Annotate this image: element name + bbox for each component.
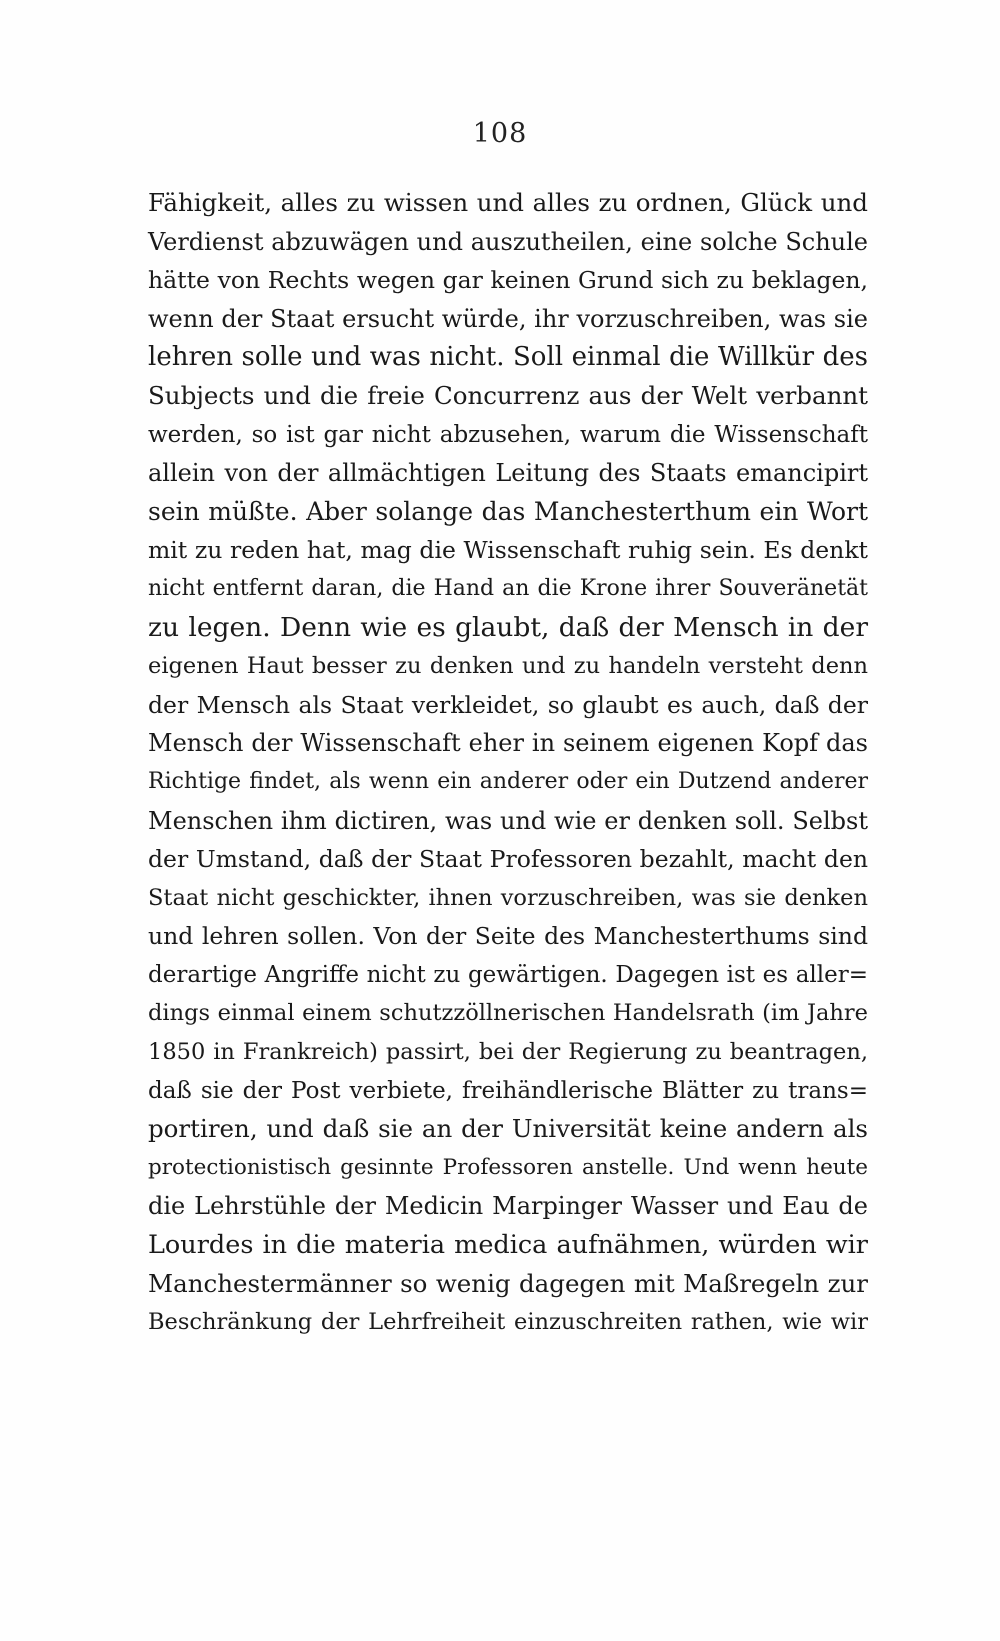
text-line: eigenen Haut besser zu denken und zu handeln versteht denn: [148, 653, 868, 680]
text-line: 1850 in Frankreich) passirt, bei der Regierung zu beantragen,: [148, 1039, 868, 1066]
text-line: dings einmal einem schutzzöllnerischen Handelsrath (im Jahre: [148, 1000, 868, 1027]
text-line: Staat nicht geschickter, ihnen vorzuschreiben, was sie denken: [148, 884, 868, 911]
body-text: [148, 184, 868, 1342]
text-line: sein müßte. Aber solange das Manchesterthum ein Wort: [148, 496, 868, 526]
text-line: mit zu reden hat, mag die Wissenschaft ruhig sein. Es denkt: [148, 536, 868, 565]
text-line: Manchestermänner so wenig dagegen mit Maßregeln zur: [148, 1268, 868, 1298]
text-line: die Lehrstühle der Medicin Marpinger Wasser und Eau de: [148, 1192, 868, 1221]
text-line: Lourdes in die materia medica aufnähmen, würden wir: [148, 1230, 868, 1261]
text-line: und lehren sollen. Von der Seite des Manchesterthums sind: [148, 922, 868, 951]
text-line: Richtige findet, als wenn ein anderer oder ein Dutzend anderer: [148, 768, 868, 794]
text-line: werden, so ist gar nicht abzusehen, warum die Wissenschaft: [148, 421, 868, 448]
text-line: Menschen ihm dictiren, was und wie er denken soll. Selbst: [148, 806, 868, 835]
page-number: 108: [472, 118, 528, 149]
text-line: Mensch der Wissenschaft eher in seinem eigenen Kopf das: [148, 729, 868, 758]
text-line: Beschränkung der Lehrfreiheit einzuschreiten rathen, wie wir: [148, 1309, 868, 1336]
text-line: derartige Angriffe nicht zu gewärtigen. Dagegen ist es aller=: [148, 961, 868, 988]
text-line: protectionistisch gesinnte Professoren anstelle. Und wenn heute: [148, 1154, 868, 1180]
text-line: allein von der allmächtigen Leitung des Staats emancipirt: [148, 459, 868, 488]
text-line: der Mensch als Staat verkleidet, so glaubt es auch, daß der: [148, 690, 868, 719]
text-line: Verdienst abzuwägen und auszutheilen, eine solche Schule: [148, 227, 868, 256]
text-line: hätte von Rechts wegen gar keinen Grund sich zu beklagen,: [148, 266, 868, 295]
text-line: wenn der Staat ersucht würde, ihr vorzuschreiben, was sie: [148, 304, 868, 333]
text-line: zu legen. Denn wie es glaubt, daß der Mensch in der: [148, 611, 868, 643]
text-line: Fähigkeit, alles zu wissen und alles zu ordnen, Glück und: [148, 188, 868, 217]
text-line: der Umstand, daß der Staat Professoren bezahlt, macht den: [148, 845, 868, 874]
text-line: Subjects und die freie Concurrenz aus der Welt verbannt: [148, 380, 868, 410]
text-line: daß sie der Post verbiete, freihändlerische Blätter zu trans=: [148, 1077, 868, 1104]
text-line: lehren solle und was nicht. Soll einmal die Willkür des: [148, 342, 868, 373]
text-line: nicht entfernt daran, die Hand an die Krone ihrer Souveränetät: [148, 575, 868, 601]
text-line: portiren, und daß sie an der Universität keine andern als: [148, 1114, 868, 1144]
